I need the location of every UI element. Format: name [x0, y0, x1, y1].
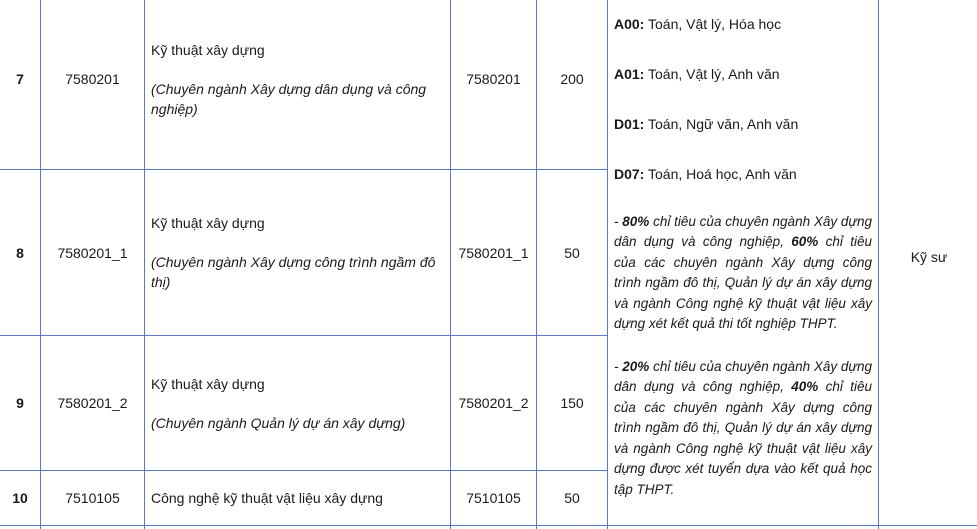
- row-number: 8: [0, 170, 41, 336]
- major-name-cell: [145, 0, 451, 170]
- note-prefix: -: [614, 213, 623, 229]
- quota-note-exam: [614, 212, 872, 335]
- combo-subjects: Toán, Ngữ văn, Anh văn: [644, 115, 799, 132]
- combo-d01: [614, 114, 872, 134]
- note-percent: 20%: [622, 358, 650, 374]
- admission-code: 7510105: [451, 471, 537, 526]
- quota: 150: [537, 336, 608, 471]
- quota: 200: [537, 0, 608, 170]
- major-code: 7580201_1: [41, 170, 145, 336]
- admission-code: 7580201: [451, 0, 537, 170]
- quota: 50: [537, 170, 608, 336]
- combo-a00: [614, 14, 872, 34]
- major-code: 7580201: [41, 0, 145, 170]
- combo-code: D07:: [614, 165, 645, 182]
- combo-a01: [614, 64, 872, 84]
- major-code: 7510105: [41, 471, 145, 526]
- table-row: [0, 526, 977, 529]
- note-text: chỉ tiêu của các chuyên ngành Xây dựng công trình ngầm đô thị, Quản lý dự án xây dựng và ngành Công nghệ kỹ thuật vật liệu xây dựng xét kết quả thi tốt nghiệp THPT.: [614, 234, 872, 332]
- major-name: Kỹ thuật xây dựng: [151, 41, 265, 58]
- admission-code: 7580201_2: [451, 336, 537, 471]
- row-number: 9: [0, 336, 41, 471]
- combo-subjects: Toán, Vật lý, Anh văn: [644, 65, 780, 82]
- specialization: (Chuyên ngành Quản lý dự án xây dựng): [151, 414, 406, 431]
- specialization: (Chuyên ngành Xây dựng dân dụng và công nghiệp): [151, 80, 427, 117]
- row-number: 7: [0, 0, 41, 170]
- note-percent: 40%: [791, 379, 819, 395]
- combo-d07: [614, 164, 872, 184]
- combo-subjects: Toán, Hoá học, Anh văn: [644, 165, 797, 182]
- table-row: [0, 0, 977, 170]
- major-name-cell: [145, 170, 451, 336]
- row-number: 10: [0, 471, 41, 526]
- degree: Kỹ sư: [879, 0, 977, 526]
- quota-note-transcript: [614, 357, 872, 501]
- major-code: 7580201_2: [41, 336, 145, 471]
- subject-combinations-cell: [608, 0, 879, 526]
- note-percent: 60%: [791, 234, 819, 250]
- major-name: Công nghệ kỹ thuật vật liệu xây dựng: [145, 471, 451, 526]
- combo-subjects: Toán, Vật lý, Hóa học: [644, 15, 782, 32]
- admission-code: 7580201_1: [451, 170, 537, 336]
- quota: 50: [537, 471, 608, 526]
- combo-code: D01:: [614, 115, 645, 132]
- note-percent: 80%: [622, 213, 650, 229]
- note-text: chỉ tiêu của các chuyên ngành Xây dựng công trình ngầm đô thị, Quản lý dự án xây dựng và ngành Công nghệ kỹ thuật vật liệu xây dựng được xét tuyển dựa vào kết quả học tập THPT.: [614, 379, 872, 497]
- note-prefix: -: [614, 358, 623, 374]
- combo-code: A01:: [614, 65, 645, 82]
- combo-code: A00:: [614, 15, 645, 32]
- major-name-cell: [145, 336, 451, 471]
- major-name: Kỹ thuật xây dựng: [151, 215, 265, 231]
- specialization: (Chuyên ngành Xây dựng công trình ngầm đô thị): [151, 254, 436, 290]
- major-name: Kỹ thuật xây dựng: [151, 375, 265, 392]
- note-text: chỉ tiêu của chuyên ngành Xây dựng dân dụng và công nghiệp,: [614, 358, 872, 395]
- note-text: chỉ tiêu của chuyên ngành Xây dựng dân dụng và công nghiệp,: [614, 213, 872, 250]
